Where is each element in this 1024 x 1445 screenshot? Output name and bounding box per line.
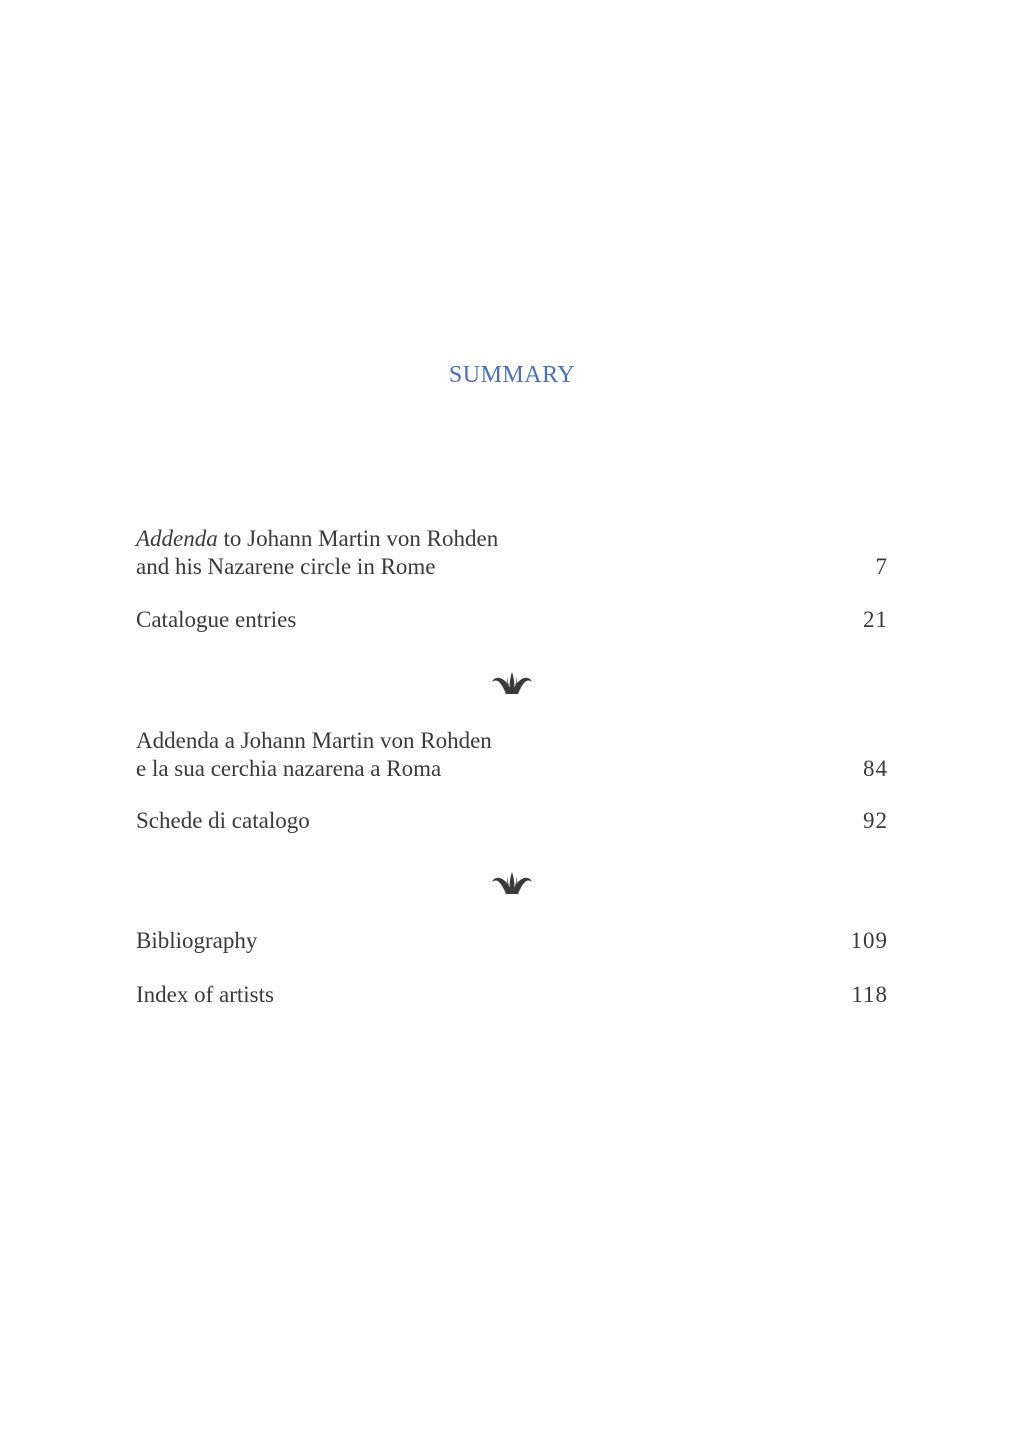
toc-entry-line2: e la sua cerchia nazarena a Roma xyxy=(136,756,442,781)
toc-entry-line xyxy=(136,525,756,553)
toc-entry[interactable] xyxy=(136,727,888,783)
toc-entry[interactable] xyxy=(136,981,888,1009)
toc-entry-text xyxy=(136,927,756,955)
toc-entry-line1: Catalogue entries xyxy=(136,607,297,632)
toc-entry-italic-prefix: Addenda xyxy=(136,526,218,551)
toc-page-number: 21 xyxy=(863,607,888,632)
toc-entry[interactable] xyxy=(136,525,888,581)
toc-page-number: 118 xyxy=(851,982,888,1007)
toc-entry-text xyxy=(136,727,756,783)
toc-page-number: 109 xyxy=(850,928,888,953)
toc-entry-line1: Schede di catalogo xyxy=(136,808,310,833)
toc-entry[interactable] xyxy=(136,606,888,634)
page-title: SUMMARY xyxy=(448,362,576,388)
toc-entry-text xyxy=(136,525,756,581)
toc-entry-line1: Index of artists xyxy=(136,982,274,1007)
fleuron-icon xyxy=(490,870,534,896)
toc-page-number: 92 xyxy=(863,808,888,833)
toc-entry-line1: to Johann Martin von Rohden xyxy=(217,526,499,551)
toc-entry-line1: Bibliography xyxy=(136,928,258,953)
toc-page-number: 84 xyxy=(863,756,888,781)
toc-entry-text xyxy=(136,807,756,835)
toc-entry-text xyxy=(136,981,756,1009)
fleuron-icon xyxy=(490,670,534,696)
toc-page-number: 7 xyxy=(875,554,888,579)
toc-entry[interactable] xyxy=(136,807,888,835)
toc-entry[interactable] xyxy=(136,927,888,955)
toc-entry-line1: Addenda a Johann Martin von Rohden xyxy=(136,728,492,753)
toc-entry-text xyxy=(136,606,756,634)
toc-entry-line2: and his Nazarene circle in Rome xyxy=(136,554,436,579)
